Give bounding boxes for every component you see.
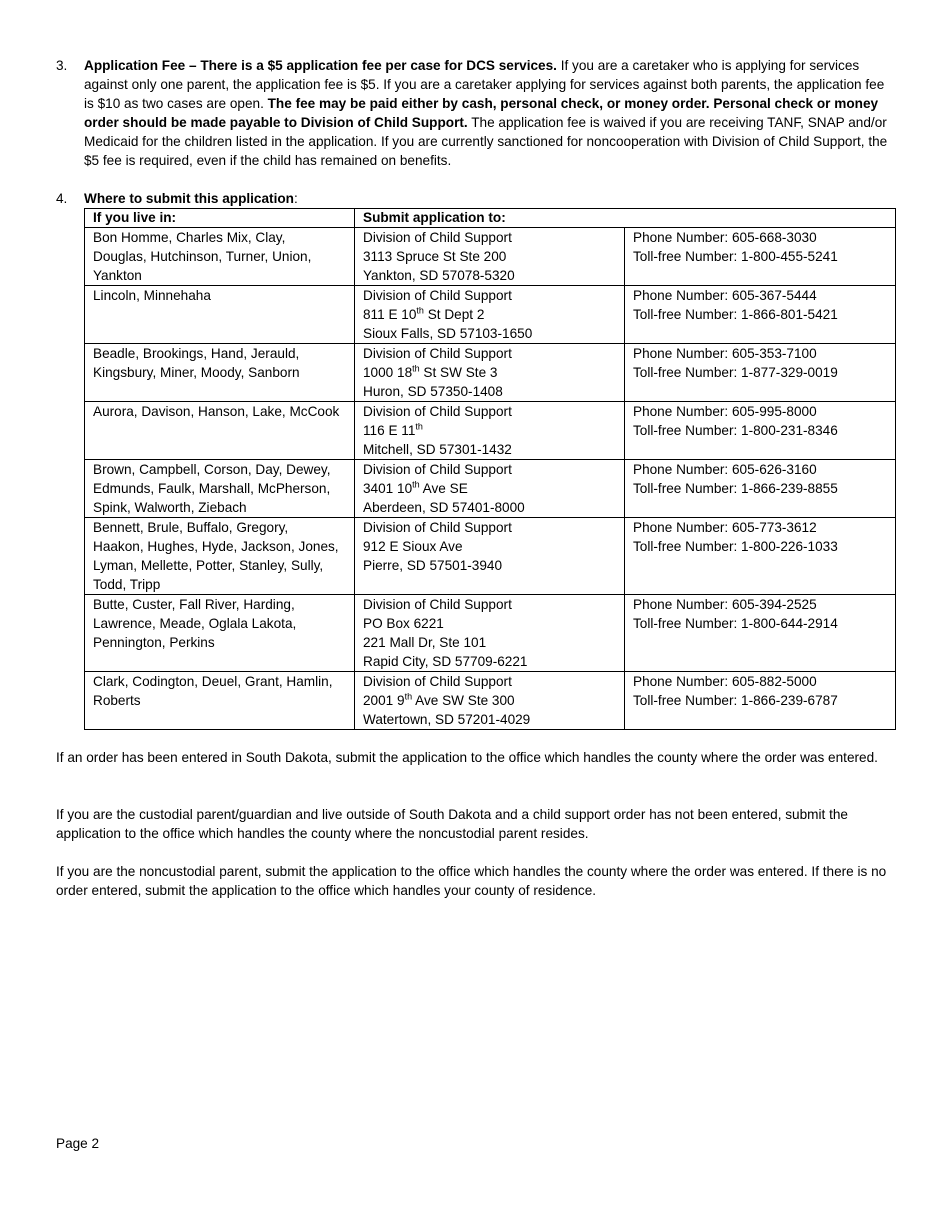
table-row [85, 344, 896, 402]
county-line: Beadle, Brookings, Hand, Jerauld, [93, 346, 300, 361]
counties-cell [85, 595, 355, 672]
county-line: Pennington, Perkins [93, 635, 215, 650]
county-line: Aurora, Davison, Hanson, Lake, McCook [93, 404, 340, 419]
toll-free-number: Toll-free Number: 1-800-644-2914 [633, 616, 838, 631]
phone-number: Phone Number: 605-626-3160 [633, 462, 817, 477]
office-name: Division of Child Support [363, 597, 512, 612]
phone-cell [625, 595, 896, 672]
county-line: Kingsbury, Miner, Moody, Sanborn [93, 365, 300, 380]
toll-free-number: Toll-free Number: 1-800-455-5241 [633, 249, 838, 264]
phone-number: Phone Number: 605-367-5444 [633, 288, 817, 303]
toll-free-number: Toll-free Number: 1-800-231-8346 [633, 423, 838, 438]
county-line: Roberts [93, 693, 141, 708]
toll-free-number: Toll-free Number: 1-866-239-6787 [633, 693, 838, 708]
office-street-address: 2001 9th Ave SW Ste 300 [363, 691, 515, 708]
phone-cell [625, 228, 896, 286]
office-street-address: 1000 18th St SW Ste 3 [363, 363, 498, 380]
office-city: Huron, SD 57350-1408 [363, 384, 503, 399]
paragraph-custodial-parent: If you are the custodial parent/guardian and live outside of South Dakota and a child support order has not been entered, submit the application to the office which handles the county where the noncustodial parent resides. [56, 807, 848, 841]
office-city: Mitchell, SD 57301-1432 [363, 442, 512, 457]
phone-cell [625, 460, 896, 518]
office-street-address: 116 E 11th [363, 421, 423, 438]
county-line: Edmunds, Faulk, Marshall, McPherson, [93, 481, 331, 496]
toll-free-number: Toll-free Number: 1-800-226-1033 [633, 539, 838, 554]
phone-cell [625, 402, 896, 460]
county-line: Bon Homme, Charles Mix, Clay, [93, 230, 286, 245]
office-name: Division of Child Support [363, 230, 512, 245]
fee-text-1: If you are a caretaker who is applying for services against only one parent, the application fee is $5. If you are a caretaker applying for services against both parents, the application fee is $10 as two cases are open. [84, 58, 885, 111]
phone-cell [625, 672, 896, 730]
office-address-cell [355, 286, 625, 344]
county-line: Lyman, Mellette, Potter, Stanley, Sully, [93, 558, 324, 573]
fee-heading: Application Fee – There is a $5 application fee per case for DCS services. [84, 58, 557, 73]
counties-cell [85, 344, 355, 402]
office-address-cell [355, 460, 625, 518]
office-street-address: 3113 Spruce St Ste 200 [363, 249, 507, 264]
phone-cell [625, 286, 896, 344]
item-where-to-submit: 4. Where to submit this application: [56, 191, 298, 206]
table-row [85, 518, 896, 595]
phone-number: Phone Number: 605-773-3612 [633, 520, 817, 535]
phone-number: Phone Number: 605-882-5000 [633, 674, 817, 689]
fee-text-2: The application fee is waived if you are receiving TANF, SNAP and/or Medicaid for the children listed in the application. If you are currently sanctioned for noncooperation with Division of Child Support, the $5 fee is required, even if the child has remained on benefits. [84, 115, 888, 168]
county-line: Yankton [93, 268, 142, 283]
office-street-address: 912 E Sioux Ave [363, 539, 463, 554]
office-address-cell [355, 344, 625, 402]
table-row [85, 595, 896, 672]
phone-number: Phone Number: 605-995-8000 [633, 404, 817, 419]
office-street-address: 221 Mall Dr, Ste 101 [363, 635, 487, 650]
counties-cell [85, 402, 355, 460]
where-to-submit-heading: Where to submit this application [84, 191, 294, 206]
phone-number: Phone Number: 605-668-3030 [633, 230, 817, 245]
table-row [85, 286, 896, 344]
office-name: Division of Child Support [363, 462, 512, 477]
table-row [85, 402, 896, 460]
table-row [85, 228, 896, 286]
fee-payment-note: The fee may be paid either by cash, personal check, or money order. Personal check or money order should be made payable to Division of Child Support. [84, 96, 879, 130]
office-city: Rapid City, SD 57709-6221 [363, 654, 528, 669]
county-line: Brown, Campbell, Corson, Day, Dewey, [93, 462, 331, 477]
table-header-row [85, 209, 896, 228]
county-line: Lawrence, Meade, Oglala Lakota, [93, 616, 297, 631]
office-address-cell [355, 518, 625, 595]
phone-number: Phone Number: 605-353-7100 [633, 346, 817, 361]
office-table [84, 208, 896, 730]
header-submit-to: Submit application to: [355, 209, 896, 228]
office-address-cell [355, 402, 625, 460]
county-line: Haakon, Hughes, Hyde, Jackson, Jones, [93, 539, 339, 554]
phone-cell [625, 518, 896, 595]
item-number: 3. [56, 58, 68, 73]
office-address-cell [355, 672, 625, 730]
item-application-fee [56, 56, 894, 170]
office-city: Watertown, SD 57201-4029 [363, 712, 531, 727]
office-city: Sioux Falls, SD 57103-1650 [363, 326, 533, 341]
office-city: Aberdeen, SD 57401-8000 [363, 500, 525, 515]
county-line: Bennett, Brule, Buffalo, Gregory, [93, 520, 289, 535]
table-row [85, 672, 896, 730]
office-street-address: 3401 10th Ave SE [363, 479, 468, 496]
phone-cell [625, 344, 896, 402]
office-name: Division of Child Support [363, 404, 512, 419]
office-name: Division of Child Support [363, 520, 512, 535]
toll-free-number: Toll-free Number: 1-866-239-8855 [633, 481, 838, 496]
office-name: Division of Child Support [363, 674, 512, 689]
office-city: Pierre, SD 57501-3940 [363, 558, 503, 573]
county-line: Butte, Custer, Fall River, Harding, [93, 597, 295, 612]
counties-cell [85, 286, 355, 344]
office-name: Division of Child Support [363, 288, 512, 303]
county-line: Douglas, Hutchinson, Turner, Union, [93, 249, 312, 264]
item-number: 4. [56, 191, 68, 206]
toll-free-number: Toll-free Number: 1-866-801-5421 [633, 307, 838, 322]
office-po-box: PO Box 6221 [363, 616, 444, 631]
counties-cell [85, 518, 355, 595]
counties-cell [85, 228, 355, 286]
table-row [85, 460, 896, 518]
counties-cell [85, 460, 355, 518]
office-street-address: 811 E 10th St Dept 2 [363, 305, 485, 322]
office-city: Yankton, SD 57078-5320 [363, 268, 515, 283]
toll-free-number: Toll-free Number: 1-877-329-0019 [633, 365, 838, 380]
county-line: Spink, Walworth, Ziebach [93, 500, 247, 515]
application-fee-text [84, 56, 894, 170]
paragraph-noncustodial-parent: If you are the noncustodial parent, submit the application to the office which handles the county where the order was entered. If there is no order entered, submit the application to the office which handles your county of residence. [56, 864, 887, 898]
office-address-cell [355, 228, 625, 286]
page-number: Page 2 [56, 1136, 100, 1151]
county-line: Clark, Codington, Deuel, Grant, Hamlin, [93, 674, 333, 689]
paragraph-order-entered: If an order has been entered in South Dakota, submit the application to the office which handles the county where the order was entered. [56, 750, 878, 765]
county-line: Lincoln, Minnehaha [93, 288, 211, 303]
phone-number: Phone Number: 605-394-2525 [633, 597, 817, 612]
office-name: Division of Child Support [363, 346, 512, 361]
counties-cell [85, 672, 355, 730]
county-line: Todd, Tripp [93, 577, 161, 592]
header-if-you-live-in: If you live in: [85, 209, 355, 228]
office-address-cell [355, 595, 625, 672]
